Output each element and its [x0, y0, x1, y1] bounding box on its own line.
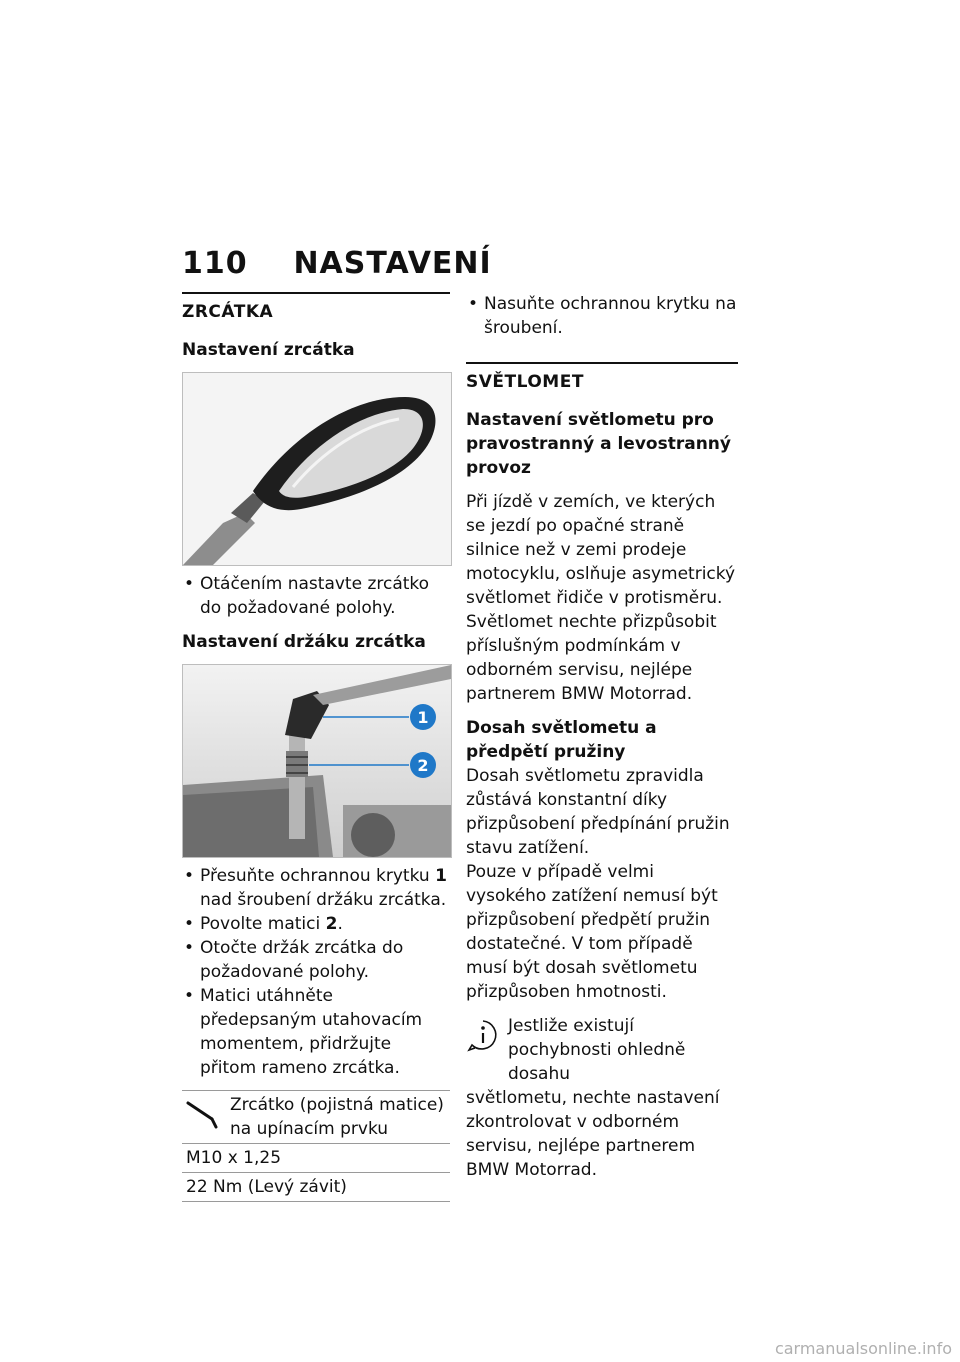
info-note — [466, 1014, 738, 1086]
torque-spec-table — [182, 1090, 450, 1202]
paragraph: Světlomet nechte přizpůsobit příslušným podmínkám v odborném servisu, nejlépe partnerem BMW Motorrad. — [466, 612, 717, 704]
list-item: • Nasuňte ochrannou krytku na šroubení. — [468, 294, 737, 338]
subhead-traffic-side: Nastavení světlometu pro pravostranný a levostranný provoz — [466, 410, 731, 478]
section-title-mirrors: ZRCÁTKA — [182, 302, 274, 322]
info-icon — [466, 1014, 508, 1056]
subhead-beam-range: Dosah světlometu a předpětí pružiny — [466, 718, 657, 762]
right-column — [466, 292, 738, 1182]
torque-wrench-icon — [186, 1093, 230, 1136]
torque-thread: M10 x 1,25 — [182, 1144, 450, 1173]
section-title-headlight: SVĚTLOMET — [466, 372, 584, 392]
list-item: • Přesuňte ochrannou krytku 1 nad šroubení držáku zrcátka. — [184, 866, 447, 910]
mirror-figure — [182, 372, 452, 566]
section-divider — [466, 362, 738, 364]
holder-adjust-steps — [182, 864, 450, 1080]
chapter-title: NASTAVENÍ — [293, 246, 492, 281]
cap-step — [466, 292, 738, 340]
left-column — [182, 292, 450, 1202]
subhead-mirror-adjust: Nastavení zrcátka — [182, 340, 355, 360]
list-item: • Povolte matici 2. — [184, 914, 343, 934]
callout-1-label: 1 — [417, 708, 429, 727]
mirror-adjust-steps — [182, 572, 450, 620]
paragraph: Při jízdě v zemích, ve kterých se jezdí po opačné straně silnice než v zemi prodeje motocyklu, oslňuje asymetrický světlomet řidiče v protisměru. — [466, 492, 736, 608]
callout-2-label: 2 — [417, 756, 429, 775]
paragraph: Dosah světlometu zpravidla zůstává konstantní díky přizpůsobení předpínání pružin stavu zatížení. — [466, 766, 730, 858]
page-number: 110 — [182, 246, 248, 281]
note-text-rest: světlometu, nechte nastavení zkontrolovat v odborném servisu, nejlépe partnerem BMW Motorrad. — [466, 1088, 720, 1180]
torque-value: 22 Nm (Levý závit) — [182, 1173, 450, 1202]
watermark: carmanualsonline.info — [774, 1339, 952, 1358]
mirror-holder-figure — [182, 664, 452, 858]
page-header — [182, 246, 492, 281]
note-text-first: Jestliže existují pochybnosti ohledně dosahu — [508, 1016, 686, 1084]
section-divider — [182, 292, 450, 294]
list-item: • Matici utáhněte předepsaným utahovacím momentem, přidržujte přitom rameno zrcátka. — [184, 986, 423, 1078]
torque-title: Zrcátko (pojistná matice) na upínacím prvku — [230, 1095, 444, 1139]
list-item: • Otáčením nastavte zrcátko do požadované polohy. — [184, 574, 430, 618]
paragraph: Pouze v případě velmi vysokého zatížení nemusí být přizpůsobení předpětí pružin dostatečné. V tom případě musí být dosah světlometu přizpůsoben hmotnosti. — [466, 862, 718, 1002]
list-item: • Otočte držák zrcátka do požadované polohy. — [184, 938, 404, 982]
subhead-holder-adjust: Nastavení držáku zrcátka — [182, 632, 426, 652]
